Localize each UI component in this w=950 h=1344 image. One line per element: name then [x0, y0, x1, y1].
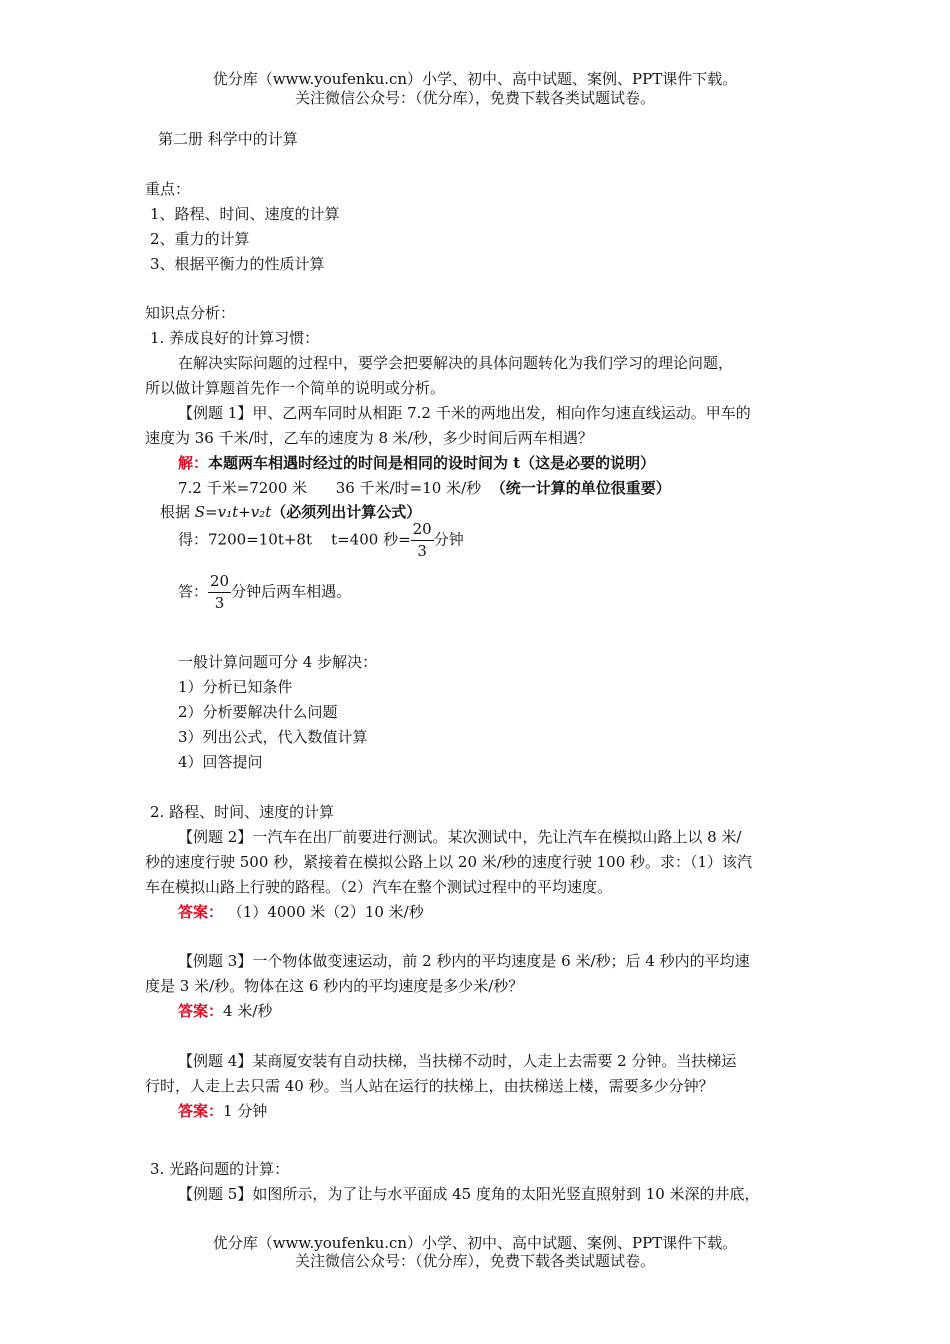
- answer-label: 答案：: [178, 1002, 224, 1020]
- fraction: [411, 522, 434, 559]
- example-3-line: 度是 3 米/秒。物体在这 6 秒内的平均速度是多少米/秒？: [145, 977, 524, 995]
- example-2-text: 一汽车在出厂前要进行测试。某次测试中，先让汽车在模拟山路上以 8 米/: [252, 828, 742, 846]
- page-title: 第二册 科学中的计算: [158, 130, 298, 148]
- step-item: 1）分析已知条件: [178, 678, 293, 696]
- fraction-numerator: 20: [411, 522, 434, 541]
- solution-line-4: [178, 522, 464, 559]
- solution-line-3: [160, 501, 421, 522]
- formula-prefix: 根据: [160, 503, 195, 521]
- example-1-tag: 【例题 1】: [178, 404, 253, 422]
- answer-prefix: 答：: [178, 582, 209, 601]
- solution-line-2: [178, 477, 671, 498]
- equation: 得：7200=10t+8t t=400 秒=: [178, 530, 411, 549]
- example-5-line: [178, 1183, 760, 1204]
- fraction-denominator: 3: [214, 594, 225, 612]
- formula: S=v₁t+v₂t: [194, 503, 272, 521]
- key-point-item: 1、路程、时间、速度的计算: [150, 205, 340, 223]
- example-3-answer: [178, 1000, 272, 1021]
- fraction-denominator: 3: [417, 542, 427, 560]
- example-2-line: 车在模拟山路上行驶的路程。（2）汽车在整个测试过程中的平均速度。: [145, 878, 613, 896]
- equation-unit: 分钟: [433, 530, 464, 549]
- example-2-line: [178, 826, 741, 847]
- example-4-answer: [178, 1100, 267, 1121]
- example-2-line: 秒的速度行驶 500 秒，紧接着在模拟公路上以 20 米/秒的速度行驶 100 秒。求：（1）该汽: [145, 853, 753, 871]
- example-4-line: [178, 1050, 736, 1071]
- example-4-text: 某商厦安装有自动扶梯，当扶梯不动时，人走上去需要 2 分钟。当扶梯运: [252, 1052, 737, 1070]
- steps-intro: 一般计算问题可分 4 步解决：: [178, 653, 378, 671]
- answer-label: 答案：: [178, 903, 224, 921]
- fraction-numerator: 20: [208, 574, 231, 593]
- answer-label: 答案：: [178, 1102, 224, 1120]
- paragraph-line: 所以做计算题首先作一个简单的说明或分析。: [145, 379, 446, 397]
- example-3-tag: 【例题 3】: [178, 952, 253, 970]
- unit-conversion: 7.2 千米=7200 米 36 千米/时=10 米/秒: [178, 479, 482, 497]
- answer-value: 1 分钟: [223, 1102, 268, 1120]
- solution-line-1: [178, 452, 655, 473]
- formula-note: （必须列出计算公式）: [271, 503, 422, 521]
- example-4-tag: 【例题 4】: [178, 1052, 253, 1070]
- solution-text: 本题两车相遇时经过的时间是相同的设时间为 t: [208, 454, 521, 472]
- step-item: 4）回答提问: [178, 753, 263, 771]
- step-item: 2）分析要解决什么问题: [178, 703, 338, 721]
- example-1-line: 速度为 36 千米/时，乙车的速度为 8 米/秒，多少时间后两车相遇？: [145, 429, 593, 447]
- example-1-line: [178, 402, 751, 423]
- footer-line-1: 优分库（www.youfenku.cn）小学、初中、高中试题、案例、PPT课件下载。: [212, 1234, 738, 1252]
- key-point-item: 2、重力的计算: [150, 230, 250, 248]
- solution-label: 解：: [178, 454, 209, 472]
- unit-note: （统一计算的单位很重要）: [490, 479, 671, 497]
- answer-text: 分钟后两车相遇。: [231, 582, 352, 601]
- section-2-title: 2. 路程、时间、速度的计算: [150, 803, 335, 821]
- section-1-title: 1. 养成良好的计算习惯：: [150, 329, 320, 347]
- example-5-text: 如图所示，为了让与水平面成 45 度角的太阳光竖直照射到 10 米深的井底，: [252, 1185, 760, 1203]
- key-points-heading: 重点：: [145, 180, 191, 198]
- example-2-answer: [178, 901, 424, 922]
- example-5-tag: 【例题 5】: [178, 1185, 253, 1203]
- answer-value: （1）4000 米（2）10 米/秒: [227, 903, 424, 921]
- footer-line-2: 关注微信公众号：（优分库），免费下载各类试题试卷。: [294, 1252, 655, 1270]
- example-3-text: 一个物体做变速运动，前 2 秒内的平均速度是 6 米/秒；后 4 秒内的平均速: [252, 952, 750, 970]
- step-item: 3）列出公式，代入数值计算: [178, 728, 368, 746]
- example-4-line: 行时，人走上去只需 40 秒。当人站在运行的扶梯上，由扶梯送上楼，需要多少分钟？: [145, 1077, 714, 1095]
- fraction: [208, 574, 231, 611]
- example-3-line: [178, 950, 750, 971]
- example-2-tag: 【例题 2】: [178, 828, 253, 846]
- paragraph-line: 在解决实际问题的过程中，要学会把要解决的具体问题转化为我们学习的理论问题，: [178, 354, 734, 372]
- header-line-2: 关注微信公众号：（优分库），免费下载各类试题试卷。: [294, 89, 655, 107]
- solution-note: （这是必要的说明）: [520, 454, 656, 472]
- key-point-item: 3、根据平衡力的性质计算: [150, 255, 325, 273]
- answer-value: 4 米/秒: [223, 1002, 273, 1020]
- header-line-1: 优分库（www.youfenku.cn）小学、初中、高中试题、案例、PPT课件下载。: [212, 70, 738, 88]
- analysis-heading: 知识点分析：: [145, 304, 236, 322]
- section-3-title: 3. 光路问题的计算：: [150, 1160, 290, 1178]
- answer-line: [178, 574, 351, 611]
- example-1-text: 甲、乙两车同时从相距 7.2 千米的两地出发，相向作匀速直线运动。甲车的: [252, 404, 751, 422]
